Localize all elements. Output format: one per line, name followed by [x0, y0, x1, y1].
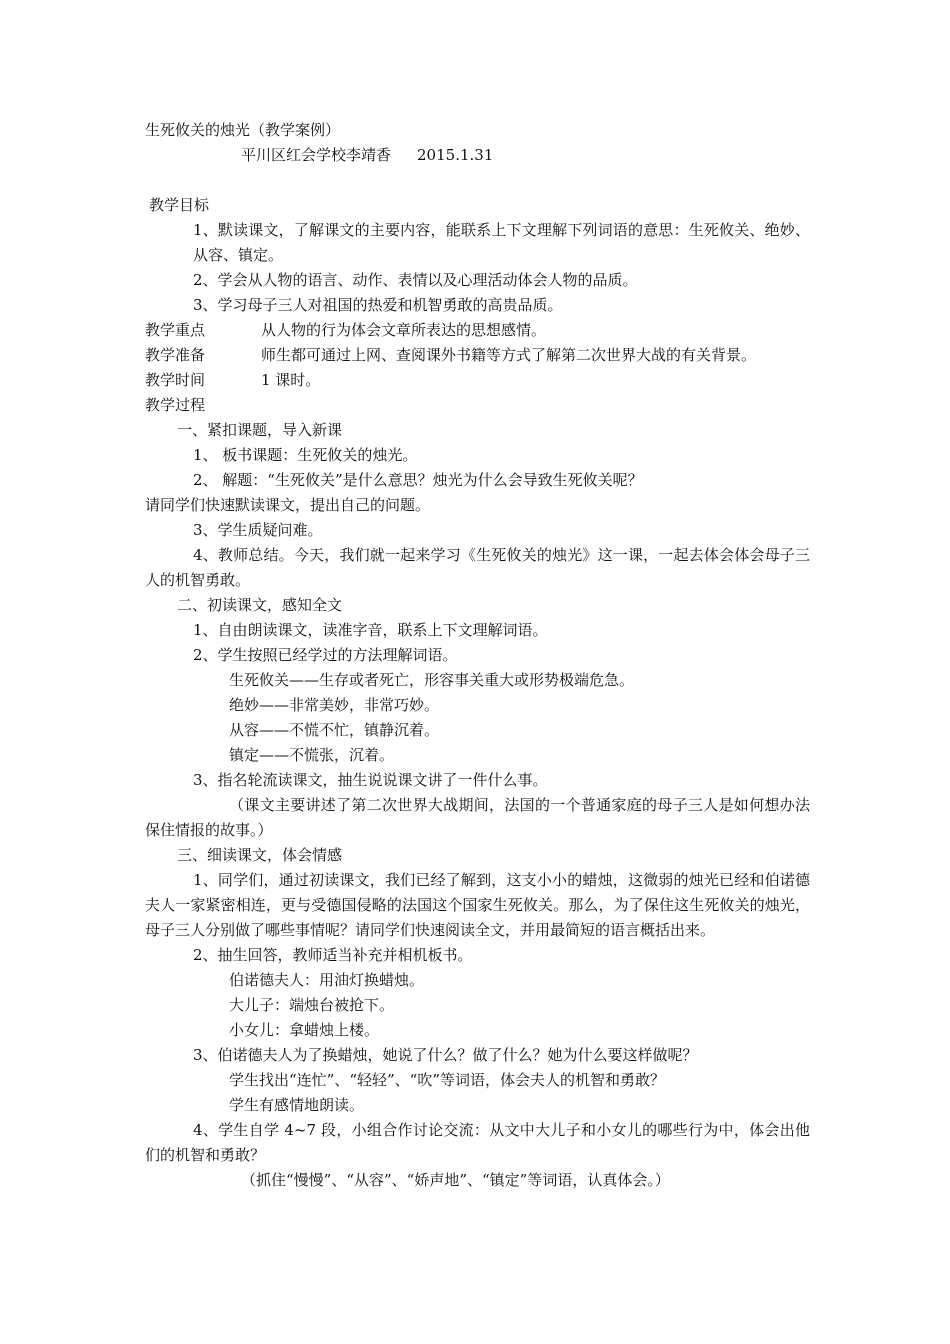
word-definition: 镇定——不慌张，沉着。: [229, 746, 395, 764]
process-heading: 教学过程: [145, 396, 206, 414]
objective-item: 3、学习母子三人对祖国的热爱和机智勇敢的高贵品质。: [193, 296, 563, 314]
meta-row-focus: [145, 318, 810, 343]
step: 2、 解题：“生死攸关”是什么意思？烛光为什么会导致生死攸关呢？: [193, 471, 643, 489]
step: 4、学生自学 4~7 段，小组合作讨论交流：从文中大儿子和小女儿的哪些行为中，体会出他们的机智和勇敢？: [145, 1121, 810, 1164]
step: 2、学生按照已经学过的方法理解词语。: [193, 646, 458, 664]
word-definition: 绝妙——非常美妙，非常巧妙。: [229, 696, 440, 714]
step: 1、 板书课题：生死攸关的烛光。: [193, 446, 418, 464]
objective-text: 1、默读课文，了解课文的主要内容，能联系上下文理解下列词语的意思：生死攸关、绝妙、从容、镇定。: [193, 221, 810, 264]
document-title: 生死攸关的烛光（教学案例）: [145, 121, 341, 139]
word-definition: 生死攸关——生存或者死亡，形容事关重大或形势极端危急。: [229, 671, 635, 689]
meta-value: 1 课时。: [261, 371, 321, 389]
objective-item: [145, 218, 810, 268]
meta-row-preparation: [145, 343, 810, 368]
section-heading: 三、细读课文，体会情感: [177, 846, 343, 864]
board-line: 小女儿：拿蜡烛上楼。: [229, 1021, 380, 1039]
date: 2015.1.31: [417, 146, 494, 164]
step-continuation: 请同学们快速默读课文，提出自己的问题。: [145, 496, 431, 514]
step: 4、教师总结。今天，我们就一起来学习《生死攸关的烛光》这一课，一起去体会体会母子三人的机智勇敢。: [145, 546, 810, 589]
meta-label: 教学准备: [145, 346, 206, 364]
step-note: （抓住“慢慢”、“从容”、“娇声地”、“镇定”等词语，认真体会。）: [241, 1171, 670, 1189]
word-definition: 从容——不慌不忙，镇静沉着。: [229, 721, 440, 739]
objectives-heading: 教学目标: [149, 196, 210, 214]
step: 3、伯诺德夫人为了换蜡烛，她说了什么？做了什么？她为什么要这样做呢？: [193, 1046, 698, 1064]
meta-label: 教学重点: [145, 321, 206, 339]
byline: [145, 143, 810, 168]
step-detail: 学生找出“连忙”、“轻轻”、“吹”等词语，体会夫人的机智和勇敢？: [229, 1071, 666, 1089]
spacer: [145, 168, 810, 193]
step: 2、抽生回答，教师适当补充并相机板书。: [193, 946, 473, 964]
meta-value: 从人物的行为体会文章所表达的思想感情。: [261, 321, 547, 339]
objective-item: 2、学会从人物的语言、动作、表情以及心理活动体会人物的品质。: [193, 271, 638, 289]
section-heading: 二、初读课文，感知全文: [177, 596, 343, 614]
step-note: （课文主要讲述了第二次世界大战期间，法国的一个普通家庭的母子三人是如何想办法保住情报的故事。）: [145, 796, 810, 839]
step: 3、指名轮流读课文，抽生说说课文讲了一件什么事。: [193, 771, 548, 789]
meta-value: 师生都可通过上网、查阅课外书籍等方式了解第二次世界大战的有关背景。: [261, 346, 757, 364]
board-line: 大儿子：端烛台被抢下。: [229, 996, 395, 1014]
meta-row-time: [145, 368, 810, 393]
board-line: 伯诺德夫人：用油灯换蜡烛。: [229, 971, 425, 989]
step: 1、自由朗读课文，读准字音，联系上下文理解词语。: [193, 621, 548, 639]
step: 3、学生质疑问难。: [193, 521, 323, 539]
document-page: [145, 118, 810, 1193]
step-detail: 学生有感情地朗读。: [229, 1096, 365, 1114]
section-heading: 一、紧扣课题，导入新课: [177, 421, 343, 439]
meta-label: 教学时间: [145, 371, 206, 389]
author: 平川区红会学校李靖香: [241, 146, 392, 164]
step: 1、同学们，通过初读课文，我们已经了解到，这支小小的蜡烛，这微弱的烛光已经和伯诺德夫人一家紧密相连，更与受德国侵略的法国这个国家生死攸关。那么，为了保住这生死攸关的烛光，母子三人分别做了哪些事情呢？请同学们快速阅读全文，并用最简短的语言概括出来。: [145, 871, 810, 939]
